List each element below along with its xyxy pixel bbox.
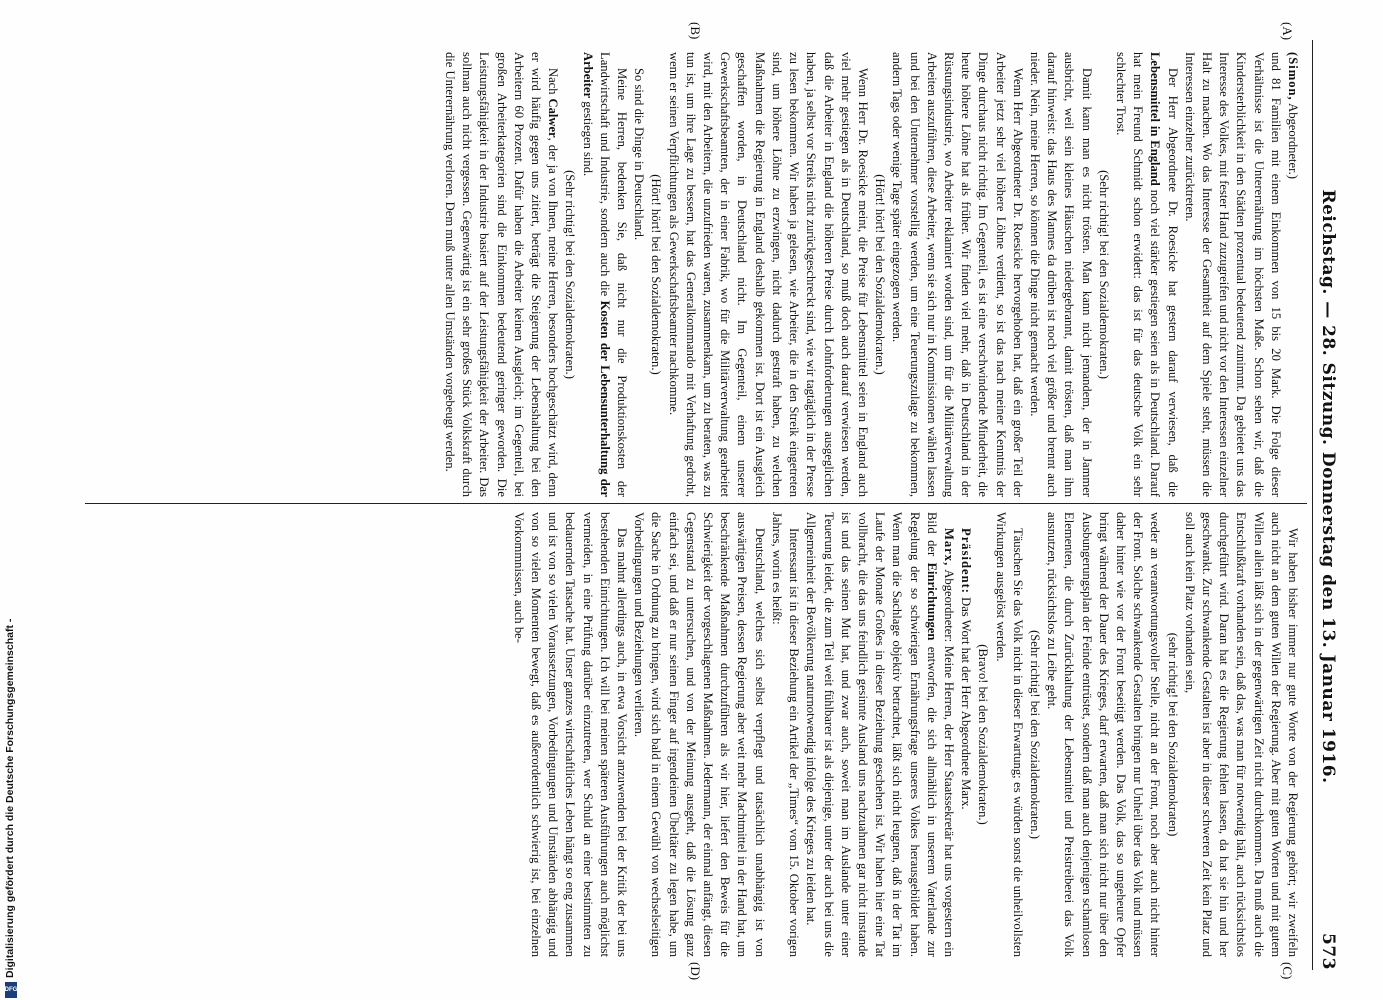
speech-remark <box>1163 512 1180 957</box>
speech-remark <box>647 52 664 497</box>
paragraph <box>888 52 1026 497</box>
paragraph-text: Wir haben bisher immer nur gute Worte von der Regierung gehört; wir zweifeln auch nicht an dem guten Willen der Regierung. Aber mit guten Worten und mit gutem Willen allein läßt sich in der gegenwärtigen Zeit nicht durchkommen. Da muß auch die Entschlußkraft vorhanden sein, daß das, was man für notwendig hält, auch rücksichtslos durchgeführt wird. Daran hat es die Regierung fehlen lassen, da hat sie hin und her geschwankt. Zur schwankende Gestalten ist aber in dieser schweren Zeit kein Platz und soll auch kein Platz vorhanden sein, <box>1182 512 1300 957</box>
page-number: 573 <box>1318 933 1338 970</box>
paragraph-text: Das mahnt allerdings auch, in etwa Vorsicht anzuwenden bei der Kritik der bei uns bestehenden Einrichtungen. Ich will bei meinen späteren Ausführungen auch möglichst vermeiden, in eine Prüfung darüber einzutreten, wer Schuld an einer bestimmten zu bedauernden Tatsache hat. Unser ganzes wirtschaftliches Leben hängt so eng zusammen und ist von so vielen Voraussetzungen, Vorbedingungen und Umständen abhängig und von so vielen Momenten bewegt, daß es außerordentlich schwierig ist, bei einzelnen Vorkommnissen, auch be- <box>511 512 630 957</box>
paragraph <box>630 52 647 497</box>
paragraph <box>991 512 1025 957</box>
margin-mark-a: (A) <box>1280 22 1295 41</box>
paragraph-text: Wenn Herr Dr. Roesicke meint, die Preise für Lebensmittel seien in England auch viel mehr gestiegen als in Deutschland, so muß doch auch darauf verwiesen werden, daß die Arbeiter in England die höheren Preise durch Lohnforderungen ausgeglichen haben, ja selbst vor Streiks nicht zurückgeschreckt sind, wie wir tagtäglich in der Presse zu lesen bekommen. Wir haben ja gelesen, wie Arbeiter, die in den Streik eingetreten sind, um höhere Löhne zu erzwingen, nicht dadurch gestraft haben, zu welchen Maßnahmen die Regierung in England deshalb gekommen ist. Dort ist ein Ausgleich geschaffen worden, in Deutschland nicht. Im Gegenteil, einem unserer Gewerkschaftsbeamten, der in einer Fabrik, wo für die Militärverwaltung gearbeitet wird, mit den Arbeitern, die unzufrieden waren, zusammenkam, um zu beraten, was zu tun ist, um ihre Lage zu bessern, hat das Generalkommando mit Verhaftung gedroht, wenn er seinen Verpflichtungen als Gewerkschaftsbeamter nachkomme. <box>666 52 870 497</box>
remark-text: (Bravo! bei den Sozialdemokraten.) <box>976 644 991 825</box>
paragraph-text: Das Wort hat der Herr Abgeordnete Marx. <box>959 593 974 810</box>
remark-text: (Hört! hört! bei den Sozialdemokraten.) <box>649 174 664 375</box>
paragraph <box>1181 52 1284 497</box>
speech-remark <box>561 52 578 497</box>
paragraph <box>1026 52 1095 497</box>
paragraph-text: Der Herr Abgeordnete Dr. Roesicke hat gestern darauf verwiesen, daß die <box>1165 68 1180 497</box>
paragraph <box>1181 512 1301 957</box>
emphasized-text: Calwer <box>546 98 561 138</box>
speaker-name: Präsident: <box>959 528 974 594</box>
paragraph-text: Abgeordneter.) <box>1286 100 1300 179</box>
speech-remark <box>1095 52 1112 497</box>
page-header <box>1312 40 1343 970</box>
paragraph-text: Meine Herren, bedenken Sie, daß nicht nur die Produktionskosten der Landwirtschaft und Industrie, sondern auch die <box>597 52 630 497</box>
paragraph <box>1112 52 1181 497</box>
speech-remark <box>974 512 991 957</box>
paragraph-text: Abgeordneter: Meine Herren, der Herr Staatssekretär hat uns vorgestern ein Bild der <box>924 512 956 957</box>
emphasized-text: Einrichtungen <box>924 562 939 641</box>
paragraph <box>802 512 957 957</box>
speaker-name: Marx, <box>941 528 956 567</box>
paragraph-text: Täuschen Sie das Volk nicht in dieser Erwartung; es würden sonst die unheilvollsten Wirkungen ausgelöst werden. <box>993 512 1025 957</box>
paragraph-text-continued: noch viel stärker gestiegen seien als in Deutschland. Darauf hat mein Freund Schmidt schon erwidert: das ist für das deutsche Volk ein sehr schlechter Trost. <box>1113 52 1163 497</box>
remark-text: (Sehr richtig! bei den Sozialdemokraten.) <box>1027 630 1042 839</box>
paragraph-text-continued: entworfen, die sich allmählich in unserem Vaterlande zur Regelung der so schwierigen Ernährungsfrage unseres Volkes herausgebildet haben. Wenn man die Sachlage objektiv betrachtet, läßt sich nicht leugnen, daß in der Tat im Laufe der Monate Großes in dieser Beziehung geschehen ist. Wir haben hier eine Tat vollbracht, die das uns feindlich gesinnte Ausland uns nachzuahmen gar nicht imstande ist und das seinen Mut hat, und zwar auch, soweit man im Auslande unter einer Teuerung leidet, die zum Teil weit fühlbarer ist als diejenige, unter der auch bei uns die Allgemeinheit der Bevölkerung naturnotwendig infolge des Krieges zu leiden hat. <box>804 512 939 957</box>
remark-text: (Hört! hört! bei den Sozialdemokraten.) <box>873 174 888 375</box>
paragraph <box>768 512 802 957</box>
emphasized-text: Lebensmittel in England <box>1148 52 1163 186</box>
emphasized-text: Kosten der Lebensunterhaltung der Arbeiter <box>580 52 612 497</box>
remark-text: (sehr richtig! bei den Sozialdemokraten) <box>1165 632 1180 837</box>
right-column <box>91 512 1301 957</box>
paragraph-text-continued: , der ja von Ihnen, meine Herren, besonders hochgeschätzt wird, denn er wird häufig gegen uns zitiert, beträgt die Steigerung der Lebenshaltung bei den Arbeitern 60 Prozent. Dafür haben die Arbeiter keinen Ausgleich; im Gegenteil, bei großen Arbeiterkategorien sind die Einkommen bedeutend geringer geworden. Die Leistungsfähigkeit in der Industrie basiert auf der Leistungsfähigkeit der Arbeiter. Das sollman auch nicht vergessen. Gegenwärtig ist ein sehr großes Stück Volkskraft durch die Unterernährung verloren. Dem muß unter allen Umständen vorgebeugt werden. <box>443 52 561 497</box>
speech-remark <box>871 52 888 497</box>
paragraph-text: So sind die Dinge in Deutschland. <box>632 68 647 241</box>
paragraph-text: und 81 Familien mit einem Einkommen von 15 bis 20 Mark. Die Folge dieser Verhältnisse ist die Unterernährung im höchsten Maße. Schon sehen wir, daß die Kindersterblichkeit in den Städten prozentual bedeutend zunimmt. Da gebietet uns das Interesse des Volkes, mit fester Hand zuzugreifen und nicht vor den Interessen einzelner Halt zu machen. Wo das Interesse der Gesamtheit auf dem Spiele steht, müssen die Interessen einzelner zurücktreten. <box>1182 52 1283 497</box>
paragraph <box>957 512 974 957</box>
paragraph-text: weder an verantwortungsvoller Stelle, nicht an der Front, noch aber auch nicht hinter der Front. Solche schwankende Gestalten bringen nur Unheil über das Volk und müssen daher hinter wie vor der Front beseitigt werden. Das Volk, das so ungeheure Opfer bringt während der Dauer des Krieges, darf erwarten, daß man sich nicht nur über den Ausbungerungsplan der Feinde entrüstet, sondern daß man auch denjenigen schamlosen Elementen, die durch Zurückhaltung der Lebensmittel und Preistreiberei das Volk ausnutzen, rücksichtslos zu Leibe geht. <box>1045 512 1163 957</box>
speaker-name: (Simon, <box>1286 52 1300 101</box>
margin-mark-d: (D) <box>688 962 703 981</box>
paragraph-text: Deutschland, welches sich selbst verpflegt und tatsächlich unabhängig ist von auswärtigen Preisen, dessen Regierung aber weit mehr Machtmittel in der Hand hat, um beschränkende Maßnahmen durchzuführen als wir hier, liefert den Beweis für die Schwierigkeit der vorgeschlagenen Maßnahmen. Jedermann, der einmal anfängt, diesen Gegenstand zu untersuchen, und von der Meinung ausgeht, daß die Lösung ganz einfach sei, und daß er nur seinen Finger auf irgendeinen Übeltäter zu legen habe, um die Sache in Ordnung zu bringen, wird sich bald in einem Gewühl von wechselseitigen Vorbedingungen und Beziehungen verlieren. <box>632 512 767 957</box>
margin-mark-b: (B) <box>688 22 703 40</box>
paragraph <box>664 52 870 497</box>
left-column <box>91 52 1301 497</box>
paragraph <box>630 512 768 957</box>
paragraph-text-continued: gestiegen sind. <box>580 98 595 177</box>
margin-mark-c: (C) <box>1280 962 1295 980</box>
funding-note: Digitalisierung gefördert durch die Deutsche Forschungsgemeinschaft - <box>4 618 16 978</box>
speech-remark <box>1026 512 1043 957</box>
column-divider <box>85 503 1307 504</box>
paragraph-text: Damit kann man es nicht trösten. Man kann nicht jemandem, der in Jammer ausbricht, weil sein kleines Häuschen niedergebrannt, damit trösten, daß man ihm darauf hinweist: das Haus des Mannes da drüben ist noch viel größer und brennt auch nieder. Nein, meine Herren, so können die Dinge nicht gemacht werden. <box>1027 52 1094 497</box>
running-head: Reichstag. — 28. Sitzung. Donnerstag den 13. Januar 1916. <box>1318 189 1338 784</box>
digitization-footer <box>4 0 18 1000</box>
paragraph <box>1043 512 1163 957</box>
paragraph <box>441 52 561 497</box>
paragraph-text: Nach <box>546 68 561 99</box>
paragraph <box>1284 52 1301 497</box>
paragraph <box>510 512 630 957</box>
remark-text: (Sehr richtig! bei den Sozialdemokraten.) <box>1096 170 1111 379</box>
paragraph-text: Interessant ist in dieser Beziehung ein Artikel der „Times“ vom 15. Oktober vorigen Jahres, worin es heißt: <box>769 512 802 957</box>
paragraph-text: Wenn Herr Abgeordneter Dr. Roesicke hervorgehoben hat, daß ein großer Teil der Arbeiter jetzt sehr viel höhere Löhne verdient, so ist das nach meiner Kenntnis der Dinge durchaus nicht richtig. Im Gegenteil, es ist eine verschwindende Minderheit, die heute höhere Löhne hat als früher. Wir finden viel mehr, daß in Deutschland in der Rüstungsindustrie, wo Arbeiter reklamiert worden sind, um für die Militärverwaltung Arbeiten auszuführen, diese Arbeiter, wenn sie sich nur in Kommissionen wählen lassen und bei den Unternehmer vorstellig werden, um eine Teuerungszulage zu bekommen, andern Tags oder wenige Tage später eingezogen werden. <box>890 52 1025 497</box>
dfg-logo: DFG <box>5 982 17 998</box>
paragraph <box>578 52 630 497</box>
remark-text: (Sehr richtig! bei den Sozialdemokraten.) <box>563 170 578 379</box>
